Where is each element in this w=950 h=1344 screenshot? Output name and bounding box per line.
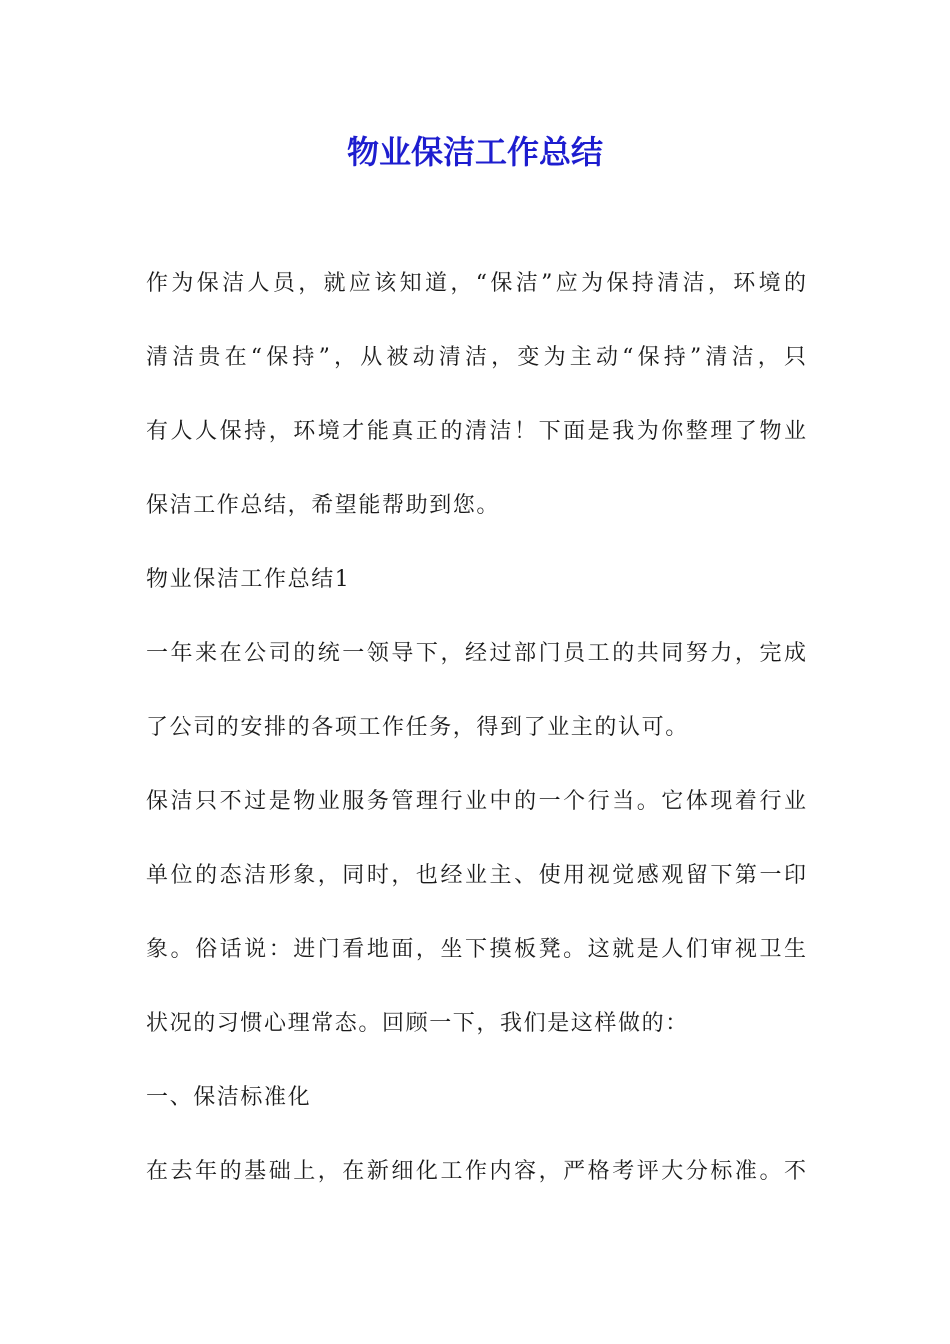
body-text-line: 一年来在公司的统一领导下，经过部门员工的共同努力，完成: [146, 641, 806, 666]
body-text-line: 物业保洁工作总结1: [146, 567, 351, 592]
body-text-line: 在去年的基础上，在新细化工作内容，严格考评大分标准。不: [146, 1159, 806, 1184]
body-text-line: 有人人保持，环境才能真正的清洁！下面是我为你整理了物业: [146, 419, 806, 444]
body-text-line: 清洁贵在“保持”，从被动清洁，变为主动“保持”清洁，只: [146, 345, 806, 370]
body-text-line: 了公司的安排的各项工作任务，得到了业主的认可。: [146, 715, 689, 740]
body-text-line: 象。俗话说：进门看地面，坐下摸板凳。这就是人们审视卫生: [146, 937, 806, 962]
body-text-line: 作为保洁人员，就应该知道，“保洁”应为保持清洁，环境的: [146, 271, 806, 296]
body-text-line: 一、保洁标准化: [146, 1085, 312, 1110]
document-body: [146, 262, 806, 1224]
body-text-line: 状况的习惯心理常态。回顾一下，我们是这样做的：: [146, 1011, 689, 1036]
body-text-line: 保洁只不过是物业服务管理行业中的一个行当。它体现着行业: [146, 789, 806, 814]
document-title: 物业保洁工作总结: [346, 133, 603, 171]
body-text-line: 保洁工作总结，希望能帮助到您。: [146, 493, 501, 518]
body-text-line: 单位的态洁形象，同时，也经业主、使用视觉感观留下第一印: [146, 863, 806, 888]
